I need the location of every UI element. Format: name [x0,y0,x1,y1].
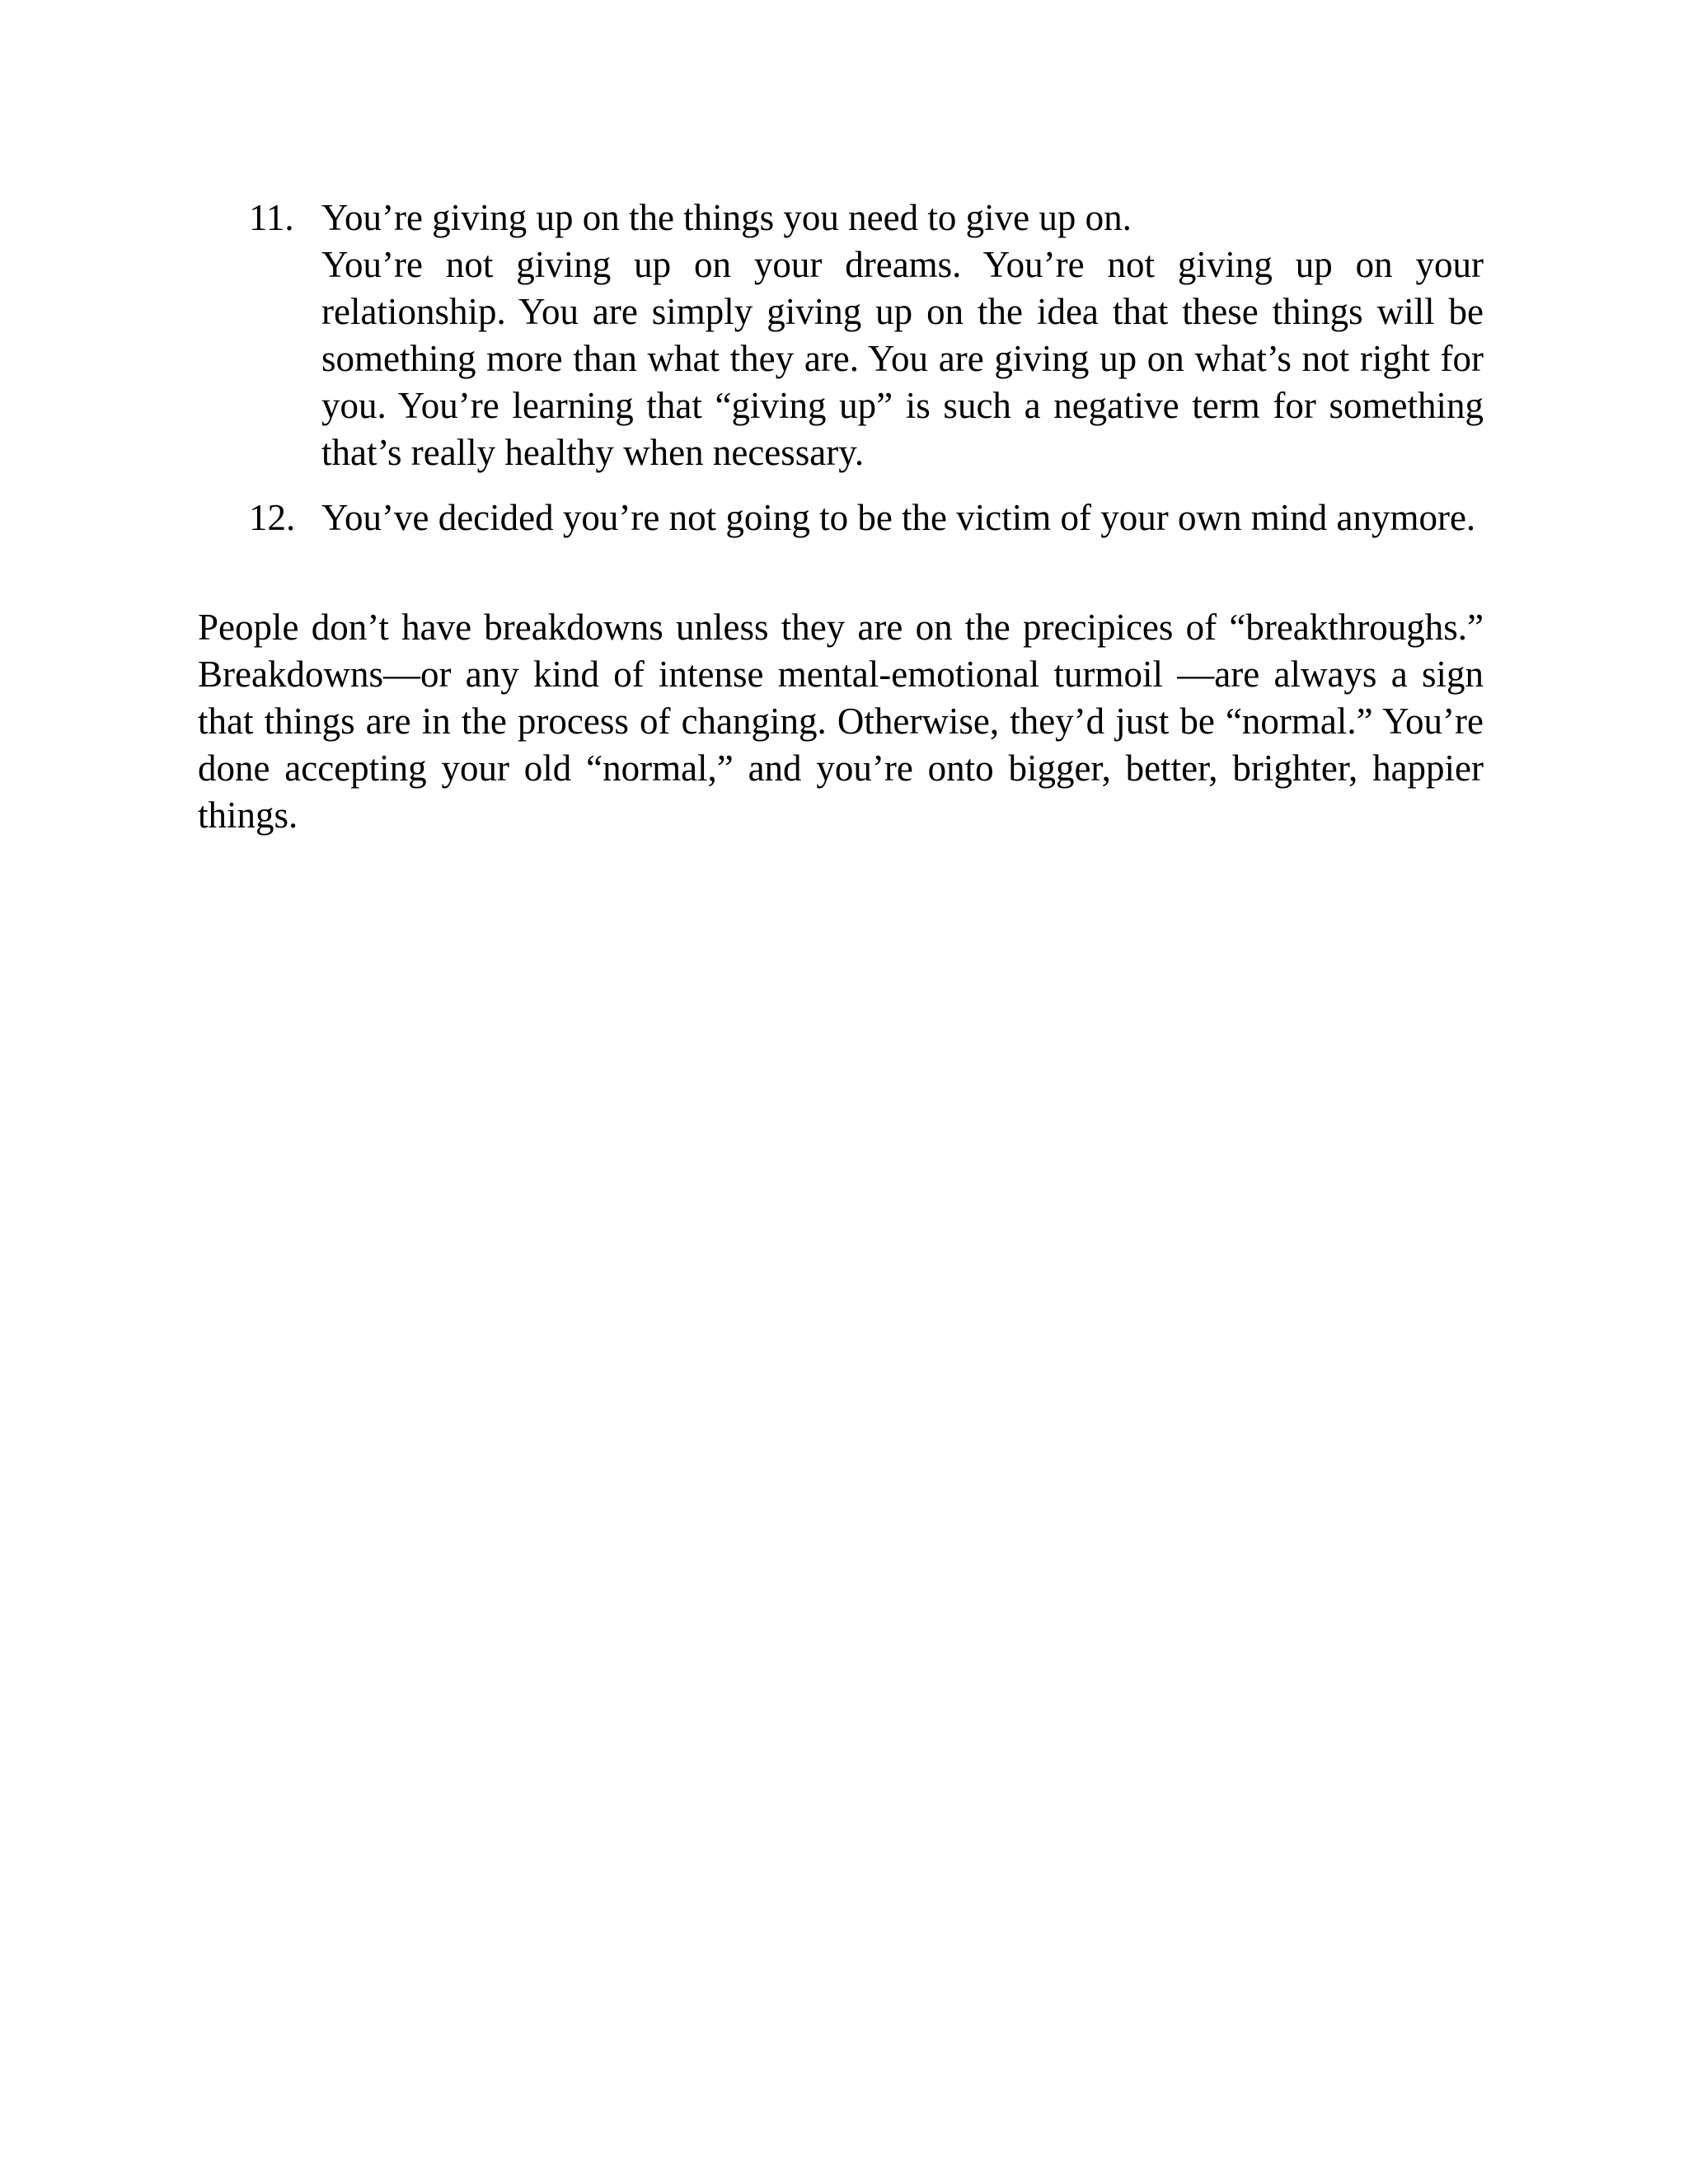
page-content [198,194,1484,876]
list-item-number: 11. [249,197,294,238]
list-item-11 [198,194,1484,476]
closing-paragraph: People don’t have breakdowns unless they are on the precipices of “breakthroughs.” Breakdowns—or any kind of intense mental-emotional turmoil —are always a sign that things are in the process of changing. Otherwise, they’d just be “normal.” You’re done accepting your old “normal,” and you’re onto bigger, better, brighter, happier things. [198,607,1484,836]
list-item-title: You’re giving up on the things you need to give up on. [321,197,1132,238]
list-item-body: You’re not giving up on your dreams. You’re not giving up on your relationship. You are simply giving up on the idea that these things will be something more than what they are. You are giving up on what’s not right for you. You’re learning that “giving up” is such a negative term for something that’s really healthy when necessary. [321,244,1484,473]
list-item-number: 12. [249,497,296,538]
list-item-12 [198,494,1484,541]
list-item-title: You’ve decided you’re not going to be the victim of your own mind anymore. [321,497,1476,538]
